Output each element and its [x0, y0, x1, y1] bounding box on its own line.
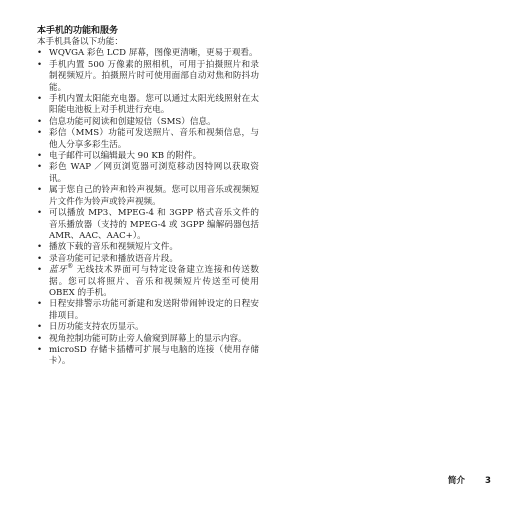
feature-item: [37, 345, 259, 368]
feature-text: 电子邮件可以编辑最大 90 KB 的附件。: [49, 151, 202, 162]
bullet-icon: •: [37, 128, 43, 139]
bullet-icon: •: [37, 242, 43, 253]
bullet-icon: •: [37, 299, 43, 310]
feature-text: 视角控制功能可防止旁人偷窥到屏幕上的显示内容。: [49, 333, 247, 344]
bullet-icon: •: [37, 185, 43, 196]
bullet-icon: •: [37, 333, 43, 344]
feature-text: 可以播放 MP3、MPEG-4 和 3GPP 格式音乐文件的音乐播放器（支持的 MPEG-4 或 3GPP 编解码器包括 AMR、AAC、AAC+）。: [49, 208, 259, 241]
feature-text: WQVGA 彩色 LCD 屏幕，图像更清晰，更易于观看。: [49, 48, 258, 59]
feature-item: [37, 48, 259, 59]
page-footer: [448, 476, 491, 487]
bullet-icon: •: [37, 59, 43, 70]
feature-list: [37, 48, 259, 367]
feature-item: [37, 299, 259, 322]
bullet-icon: •: [37, 48, 43, 59]
intro-text: 本手机具备以下功能：: [37, 37, 123, 47]
feature-item: [37, 60, 259, 94]
bullet-icon: •: [37, 151, 43, 162]
feature-text: 日历功能支持农历显示。: [49, 322, 144, 333]
feature-text: 彩信（MMS）功能可发送照片、音乐和视频信息，与他人分享多彩生活。: [49, 128, 259, 150]
feature-item: [37, 208, 259, 242]
feature-text: 无线技术界面可与特定设备建立连接和传送数据。您可以将照片、音乐和视频短片传送至可使用 OBEX 的手机。: [49, 265, 259, 298]
section-title: 本手机的功能和服务: [37, 26, 119, 36]
feature-item: [37, 162, 259, 185]
bullet-icon: •: [37, 253, 43, 264]
feature-item: [37, 117, 259, 128]
feature-text: 播放下载的音乐和视频短片文件。: [49, 242, 178, 253]
feature-item: [37, 94, 259, 117]
feature-item: [37, 334, 259, 345]
feature-item-bluetooth: [37, 265, 259, 299]
feature-text: 录音功能可记录和播放语音片段。: [49, 253, 178, 264]
feature-text: 手机内置 500 万像素的照相机，可用于拍摄照片和录制视频短片。拍摄照片时可使用面部自动对焦和防抖功能。: [49, 59, 259, 93]
feature-item: [37, 242, 259, 253]
bullet-icon: •: [37, 94, 43, 105]
bullet-icon: •: [37, 162, 43, 173]
bullet-icon: •: [37, 208, 43, 219]
footer-section-label: 简介: [447, 476, 466, 486]
bullet-icon: •: [37, 344, 43, 355]
feature-text: 彩色 WAP ／网页浏览器可浏览移动因特网以获取资讯。: [49, 162, 259, 184]
feature-item: [37, 128, 259, 151]
feature-item: [37, 322, 259, 333]
feature-item: [37, 185, 259, 208]
registered-mark: ®: [67, 263, 74, 271]
page-number: 3: [485, 476, 491, 486]
content-column: [37, 26, 259, 368]
feature-text: 信息功能可阅读和创建短信（SMS）信息。: [49, 116, 216, 127]
feature-text: 属于您自己的铃声和铃声视频。您可以用音乐或视频短片文件作为铃声或铃声视频。: [49, 185, 259, 207]
bluetooth-name: 蓝牙: [49, 265, 68, 276]
bullet-icon: •: [37, 265, 43, 276]
bullet-icon: •: [37, 116, 43, 127]
bullet-icon: •: [37, 322, 43, 333]
feature-item: [37, 151, 259, 162]
feature-text: microSD 存储卡插槽可扩展与电脑的连接（使用存储卡）。: [49, 344, 259, 367]
feature-text: 日程安排警示功能可新建和发送附带闹钟设定的日程安排项目。: [49, 299, 259, 321]
feature-text: 手机内置太阳能充电器。您可以通过太阳光线照射在太阳能电池板上对手机进行充电。: [49, 94, 259, 116]
